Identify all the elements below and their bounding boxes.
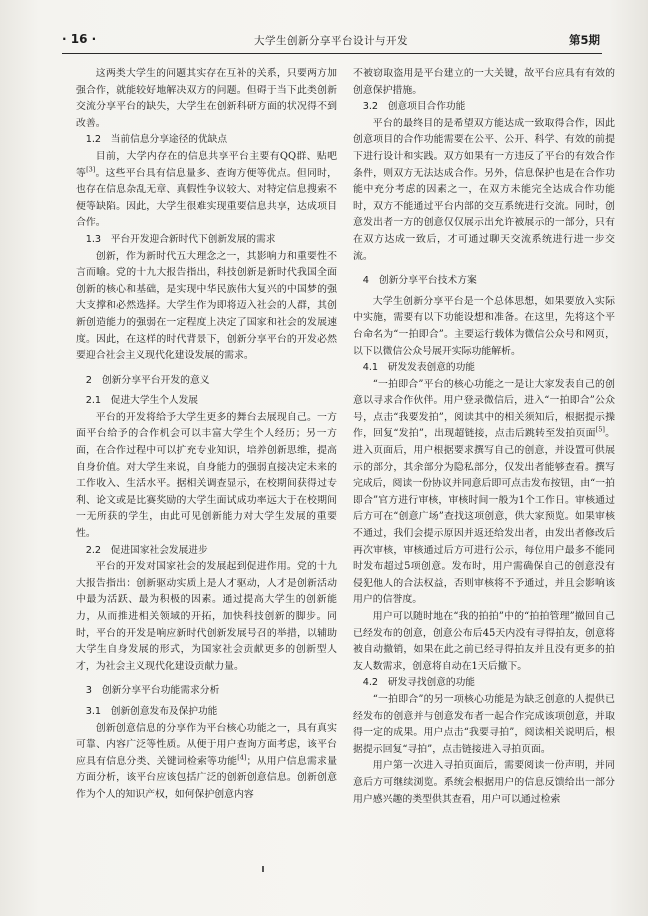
paragraph: 平台的最终目的是希望双方能达成一致取得合作，因此创意项目的合作功能需要在公平、公开、科学、有效的前提下进行设计和实践。双方如果有一方违反了平台的有效合作条件，则双方无法达成合作。另外，信息保护也是在合作功能中充分考虑的因素之一，在双方未能完全达成合作功能时，双方不能通过平台内部的交互系统进行交流。同时，创意发出者一方的创意仅仅展示出允许被展示的一部分，只有在双方达成一致后，才可通过聊天交流系统进行进一步交流。 xyxy=(353,117,615,262)
section-heading-1-3: 1.3 平台开发迎合新时代下创新发展的需求 xyxy=(85,233,276,245)
paragraph: “一拍即合”的另一项核心功能是为缺乏创意的人提供已经发布的创意并与创意发布者一起合作完成该项创意，并取得一定的成果。用户点击“我要寻拍”，阅读相关说明后，根据提示回复“寻拍”，点击链接进入寻拍页面。 xyxy=(353,693,615,755)
text-run: “一拍即合”平台的核心功能之一是让大家发表自己的创意以寻求合作伙伴。用户登录微信后，进入“一拍即合”公众号，点击“我要发拍”，阅读其中的相关须知后，根据提示操作，回复“发拍”，出现超链接，点击后跳转至发拍页面 xyxy=(353,378,615,440)
text-run: 。这些平台具有信息量多、查询方便等优点。但同时，也存在信息杂乱无章、真假性争议较大、对特定信息搜索不便等缺陷。因此，大学生很难实现重要信息共享，达成项目合作。 xyxy=(76,167,337,229)
section-heading-2-1: 2.1 促进大学生个人发展 xyxy=(85,395,198,407)
text-run: 目前，大学内存在的信息共享平台主要有QQ群、贴吧等 xyxy=(76,150,337,179)
paragraph: 平台的开发对国家社会的发展起到促进作用。党的十九大报告指出：创新驱动实质上是人才驱动，人才是创新活动中最为活跃、最为积极的因素。通过提高大学生的创新能力，从而推进相关领域的开拓，加快科技创新的脚步。同时，平台的开发是响应新时代创新发展号召的举措，以辅助大学生自身发展的形式，为国家社会贡献更多的创新型人才，为社会主义现代化建设贡献力量。 xyxy=(76,561,337,672)
section-heading-3-1: 3.1 创新创意发布及保护功能 xyxy=(85,705,218,717)
running-title: 大学生创新分享平台设计与开发 xyxy=(254,35,408,47)
running-header xyxy=(62,30,600,52)
right-column xyxy=(353,66,615,808)
text-run: 。进入页面后，用户根据要求撰写自己的创意，并设置可供展示的部分，其余部分为隐私部分，仅发出者能够查看。撰写完成后，阅读一份协议并同意后即可点击发布按钮，由“一拍即合”官方进行审核，审核时间一般为1个工作日。审核通过后方可在“创意广场”查找这项创意，供大家预览。如果审核不通过，我们会提示原因并返还给发出者，由发出者修改后再次审核，审核通过后方可进行公示，每位用户最多不能同时发布超过5项创意。发布时，用户需确保自己的创意没有侵犯他人的合法权益，否则审核将不予通过，并且会影响该用户的信誉度。 xyxy=(353,428,615,606)
section-heading-4: 4 创新分享平台技术方案 xyxy=(362,275,477,287)
paragraph: 不被窃取盗用是平台建立的一大关键，故平台应具有有效的创意保护措施。 xyxy=(353,68,615,96)
page-number: · 16 · xyxy=(62,32,97,46)
section-heading-3-2: 3.2 创意项目合作功能 xyxy=(362,101,466,113)
header-rule xyxy=(62,53,602,54)
citation: [3] xyxy=(86,165,96,174)
paragraph xyxy=(76,721,337,804)
citation: [4] xyxy=(237,753,247,762)
section-heading-1-2: 1.2 当前信息分享途径的优缺点 xyxy=(85,134,228,146)
section-heading-4-2: 4.2 研发寻找创意的功能 xyxy=(362,677,475,689)
paragraph: 用户第一次进入寻拍页面后，需要阅读一份声明，并同意后方可继续浏览。系统会根据用户的信息反馈给出一部分用户感兴趣的类型供其查看，用户可以通过检索 xyxy=(353,760,615,805)
text-run: 创新创意信息的分享作为平台核心功能之一，具有真实可靠、内容广泛等性质。从便于用户查询方面考虑，该平台应具有信息分类、关键词检索等功能 xyxy=(76,722,337,767)
section-heading-2-2: 2.2 促进国家社会发展进步 xyxy=(85,544,208,556)
paragraph: 这两类大学生的问题其实存在互补的关系，只要两方加强合作，就能较好地解决双方的问题。但碍于当下此类创新交流分享平台的缺失，大学生在创新科研方面的状况得不到改善。 xyxy=(76,68,337,129)
paragraph xyxy=(353,377,615,609)
section-heading-2: 2 创新分享平台开发的意义 xyxy=(85,374,210,386)
citation: [5] xyxy=(595,426,605,435)
paragraph: 平台的开发将给予大学生更多的舞台去展现自己。一方面平台给予的合作机会可以丰富大学生个人经历；另一方面，在合作过程中可以扩充专业知识，培养创新思维，提高自身价值。对大学生来说，自身能力的强弱直接决定未来的工作收入、生活水平。据相关调查显示，在校期间获得过专利、论文或是比赛奖励的大学生面试成功率远大于在校期间一无所获的学生，由此可见创新能力对大学生发展的重要性。 xyxy=(76,411,337,540)
scan-mark xyxy=(262,866,264,872)
left-column xyxy=(76,66,337,804)
paragraph: 创新，作为新时代五大理念之一，其影响力和重要性不言而喻。党的十九大报告指出，科技创新是新时代我国全面创新的核心和基础，是实现中华民族伟大复兴的中国梦的强大支撑和必然选择。大学生作为即将迈入社会的人群，其创新创造能力的强弱在一定程度上决定了国家和社会的发展速度。因此，在这样的时代背景下，创新分享平台的开发必然要迎合社会主义现代化建设发展的需求。 xyxy=(76,250,337,362)
paragraph: 用户可以随时地在“我的拍拍”中的“拍拍管理”撤回自己已经发布的创意，创意公布后45天内没有寻得拍友，创意将被自动撤销，如果在此之前已经寻得拍友并且没有更多的拍友人数需求，创意将自动在1天后撤下。 xyxy=(353,611,615,672)
section-heading-3: 3 创新分享平台功能需求分析 xyxy=(85,685,220,697)
issue-label: 第5期 xyxy=(568,33,600,47)
text-run: ；从用户信息需求量方面分析，该平台应该包括广泛的创新创意信息。创新创意作为个人的知识产权，如何保护创意内容 xyxy=(76,755,337,800)
section-heading-4-1: 4.1 研发发表创意的功能 xyxy=(362,362,475,374)
paragraph xyxy=(76,149,337,232)
paragraph: 大学生创新分享平台是一个总体思想，如果要放入实际中实施，需要有以下功能设想和准备。在这里，先将这个平台命名为“一拍即合”。主要运行载体为微信公众号和网页，以下以微信公众号展开实际功能解析。 xyxy=(353,295,615,357)
